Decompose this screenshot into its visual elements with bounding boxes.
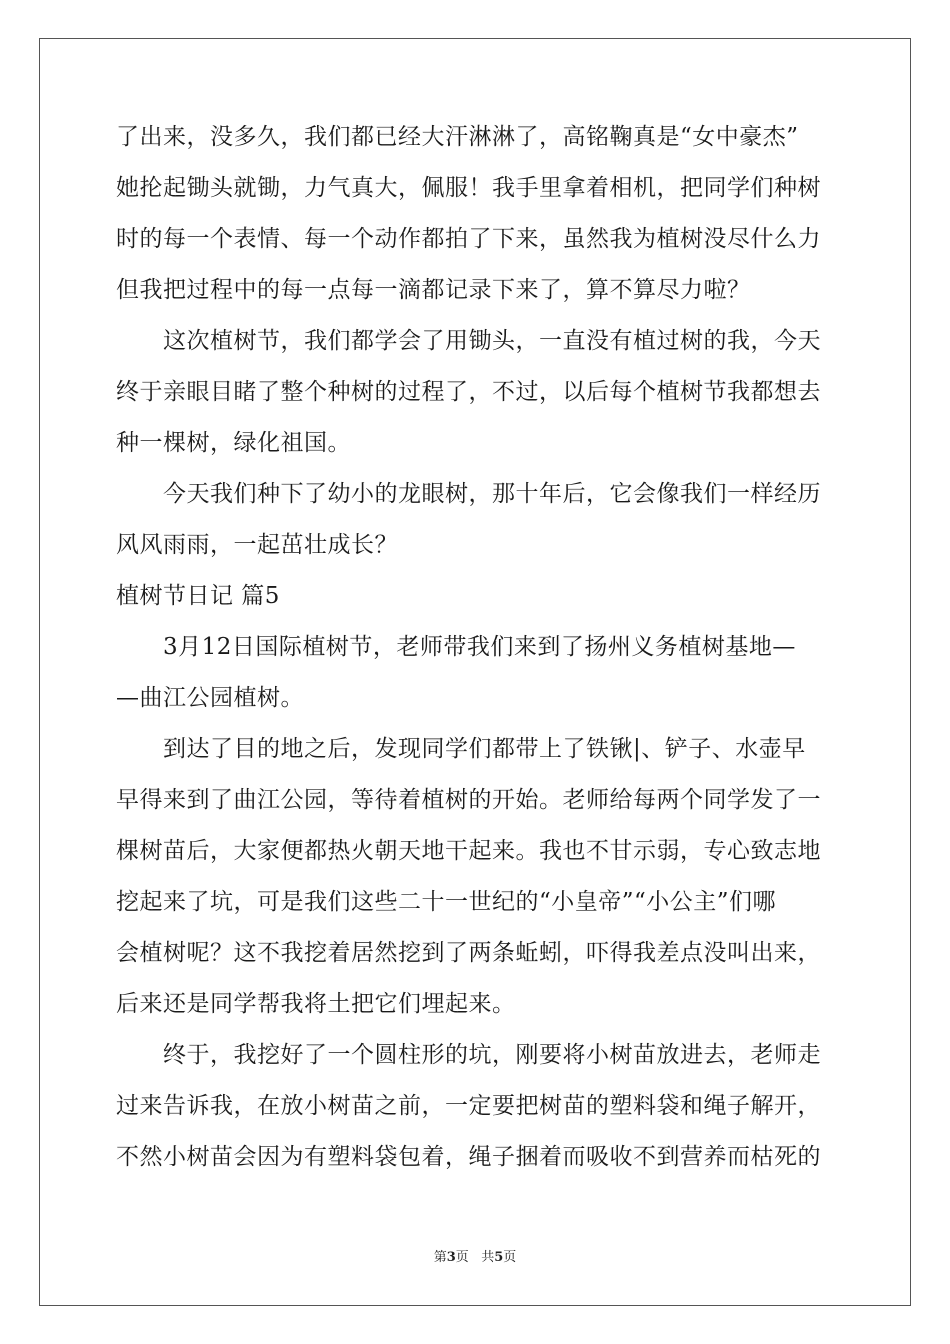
text-line: 后来还是同学帮我将土把它们埋起来。: [116, 991, 516, 1017]
text-line: 3月12日国际植树节，老师带我们来到了扬州义务植树基地—: [163, 634, 796, 660]
text-line: 过来告诉我，在放小树苗之前，一定要把树苗的塑料袋和绳子解开，: [116, 1093, 821, 1119]
text-line: 这次植树节，我们都学会了用锄头，一直没有植过树的我，今天: [163, 328, 821, 354]
total-prefix: 共: [481, 1250, 495, 1265]
total-suffix: 页: [503, 1250, 517, 1265]
text-line: 挖起来了坑，可是我们这些二十一世纪的“小皇帝”“小公主”们哪: [116, 889, 777, 915]
text-line: 但我把过程中的每一点每一滴都记录下来了，算不算尽力啦？: [116, 277, 751, 303]
page-prefix: 第: [433, 1250, 447, 1265]
text-line: 时的每一个表情、每一个动作都拍了下来，虽然我为植树没尽什么力: [116, 226, 821, 252]
text-line: —曲江公园植树。: [116, 685, 304, 711]
text-line: 她抡起锄头就锄，力气真大，佩服！我手里拿着相机，把同学们种树: [116, 175, 821, 201]
page-suffix: 页: [455, 1250, 469, 1265]
text-line: 棵树苗后，大家便都热火朝天地干起来。我也不甘示弱，专心致志地: [116, 838, 821, 864]
total-pages: 5: [494, 1250, 504, 1265]
text-line: 终于亲眼目睹了整个种树的过程了，不过，以后每个植树节我都想去: [116, 379, 821, 405]
text-line: 到达了目的地之后，发现同学们都带上了铁锹|、铲子、水壶早: [163, 736, 806, 762]
page-footer: [0, 1249, 950, 1267]
text-line: 了出来，没多久，我们都已经大汗淋淋了，高铭鞠真是“女中豪杰”: [116, 124, 799, 150]
text-line: 终于，我挖好了一个圆柱形的坑，刚要将小树苗放进去，老师走: [163, 1042, 821, 1068]
text-line: 不然小树苗会因为有塑料袋包着，绳子捆着而吸收不到营养而枯死的: [116, 1144, 821, 1170]
text-line: 风风雨雨，一起茁壮成长？: [116, 532, 398, 558]
text-line: 今天我们种下了幼小的龙眼树，那十年后，它会像我们一样经历: [163, 481, 821, 507]
text-line: 种一棵树，绿化祖国。: [116, 430, 351, 456]
page-number: 3: [446, 1250, 456, 1265]
section-heading: 植树节日记 篇5: [116, 583, 280, 609]
text-line: 会植树呢？这不我挖着居然挖到了两条蚯蚓，吓得我差点没叫出来，: [116, 940, 821, 966]
text-line: 早得来到了曲江公园，等待着植树的开始。老师给每两个同学发了一: [116, 787, 821, 813]
